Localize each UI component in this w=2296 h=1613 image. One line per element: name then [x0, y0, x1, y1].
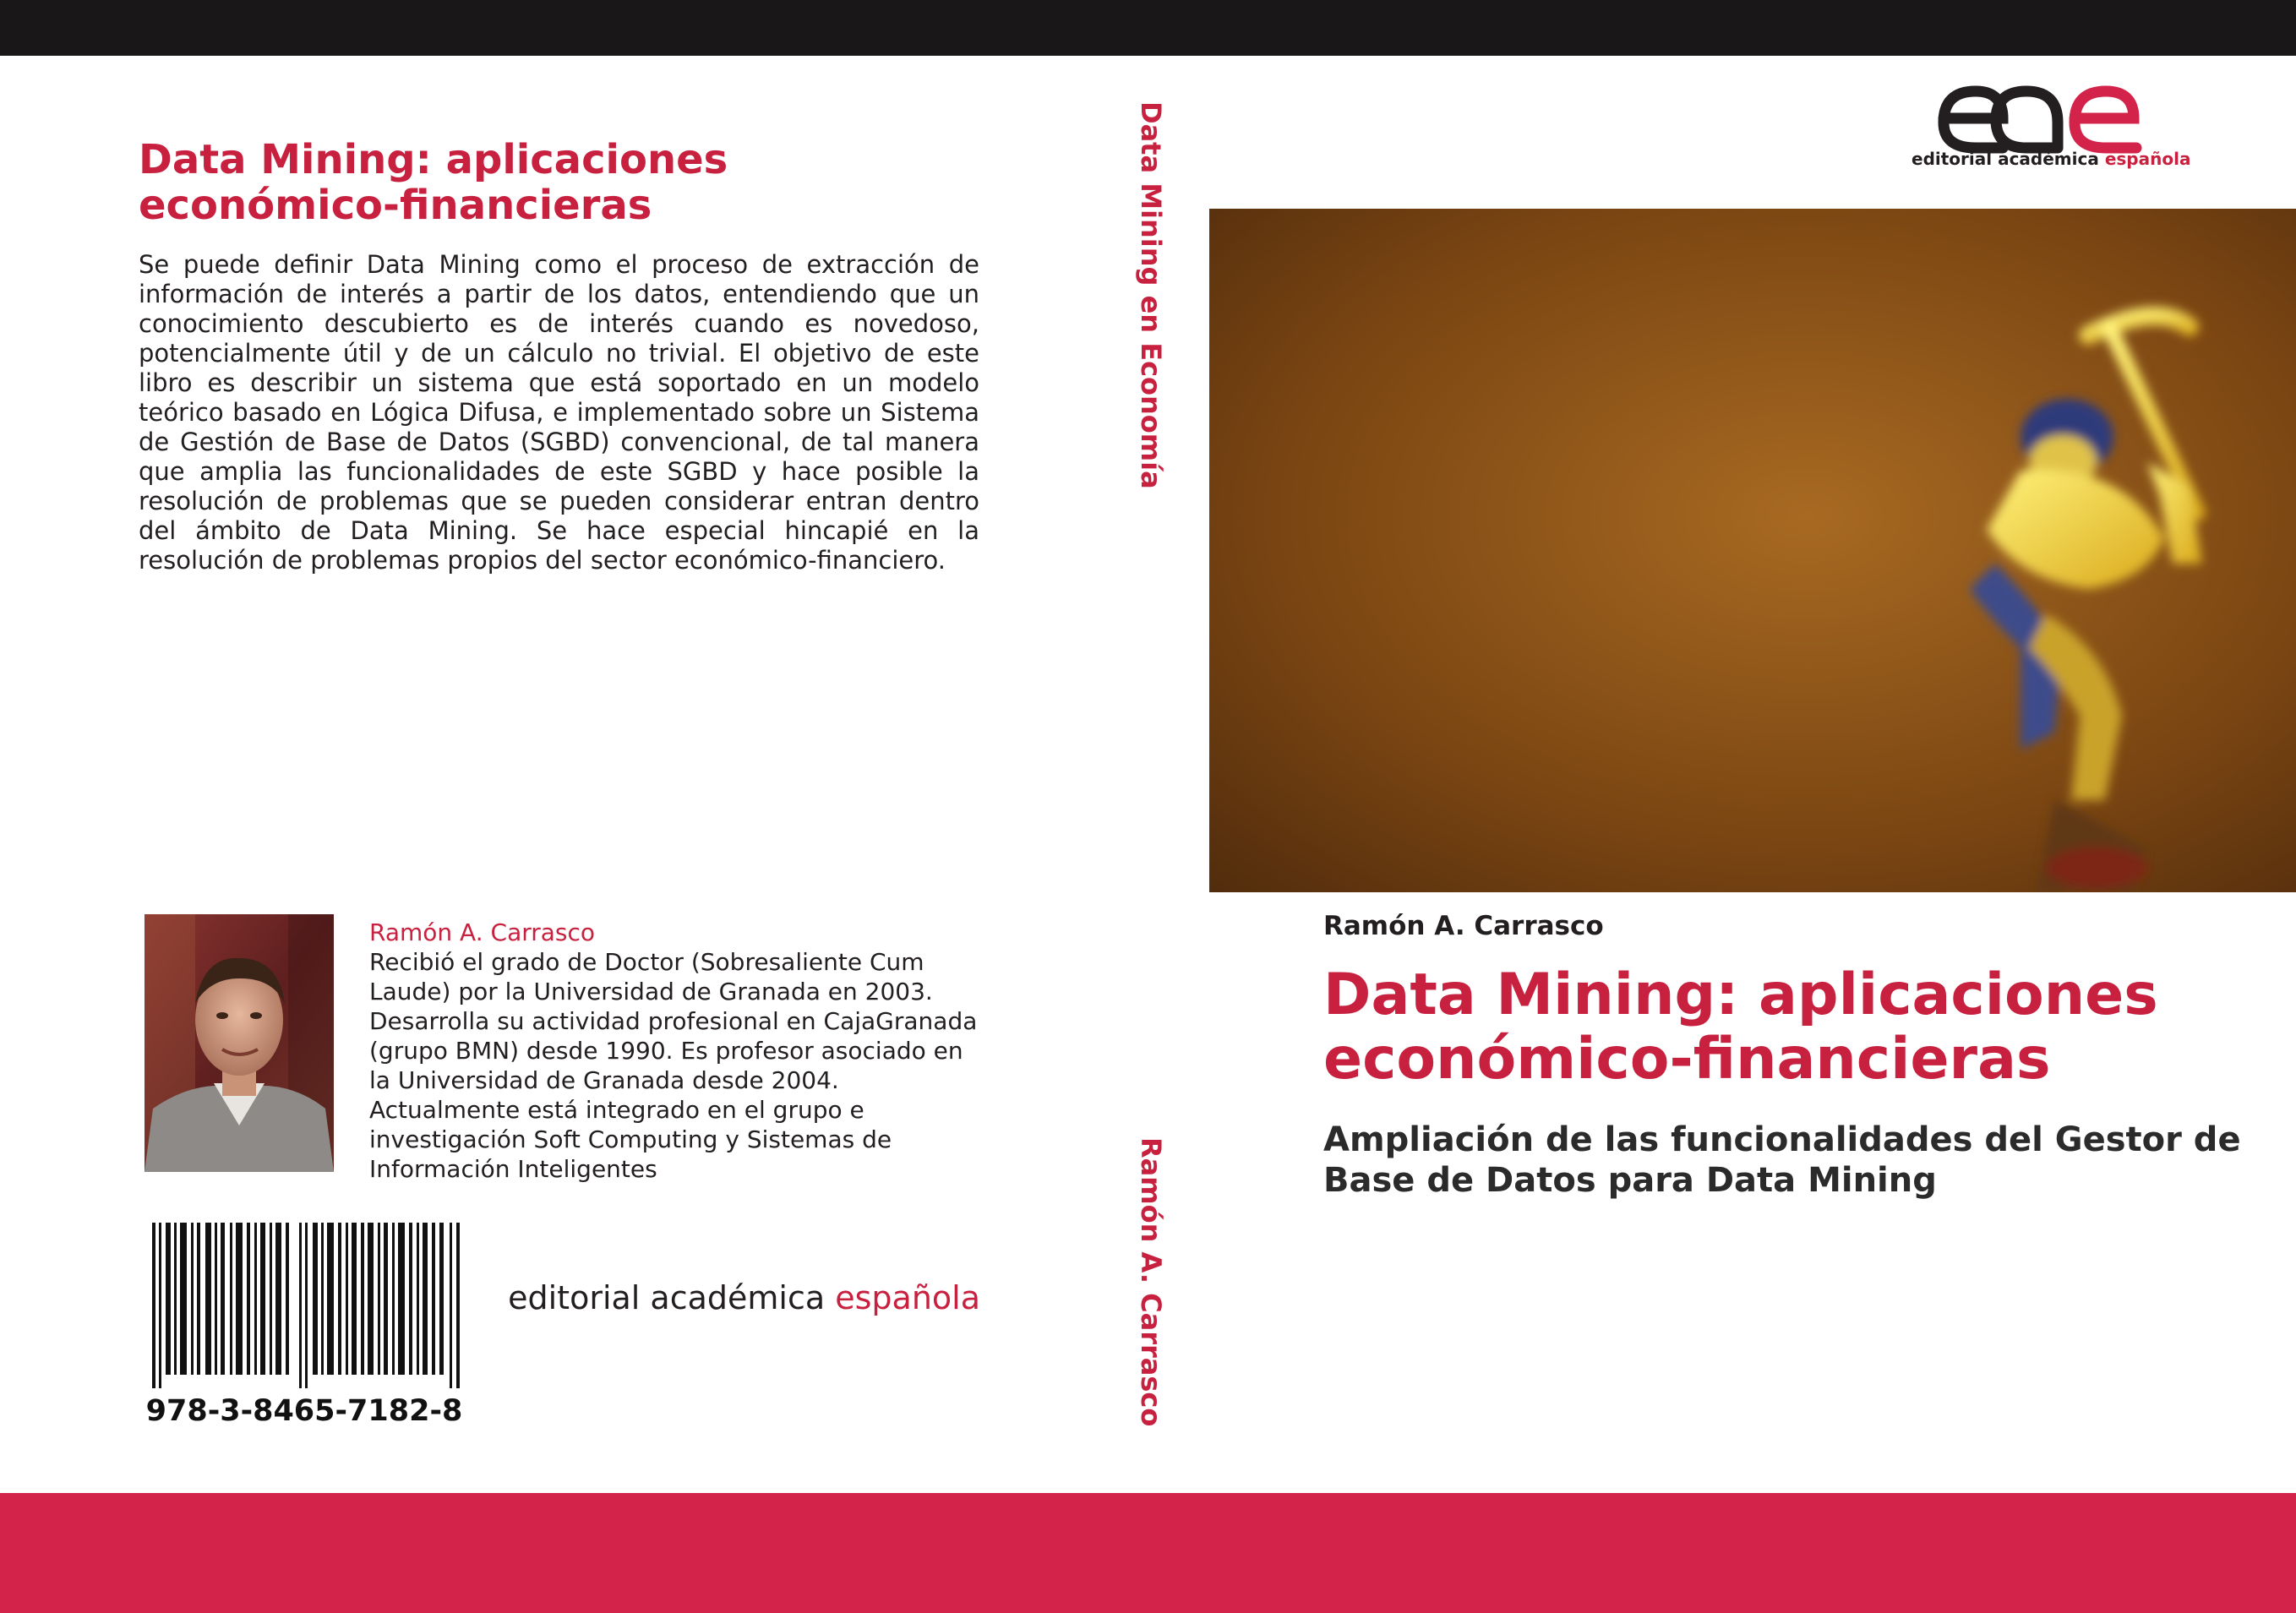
spine-author: Ramón A. Carrasco [1135, 1137, 1167, 1427]
logo-text [1912, 149, 2191, 169]
front-author: Ramón A. Carrasco [1323, 911, 1604, 941]
back-cover-description: Se puede definir Data Mining como el proceso de extracción de información de interés a partir de los datos, entendiendo que un conocimiento descubierto es de interés cuando es novedoso, potencialmente útil y de un cálculo no trivial. El objetivo de este libro es describir un sistema que está soportado en un modelo teórico basado en Lógica Difusa, e implementado sobre un Sistema de Gestión de Base de Datos (SGBD) convencional, de tal manera que amplia las funcionalidades de este SGBD y hace posible la resolución de problemas que se pueden considerar entran dentro del ámbito de Data Mining. Se hace especial hincapié en la resolución de problemas propios del sector económico-financiero. [139, 250, 979, 575]
miner-figurine-image [1209, 209, 2296, 892]
back-publisher-part2: española [835, 1279, 980, 1316]
back-publisher-part1: editorial académica [508, 1279, 826, 1316]
front-title: Data Mining: aplicaciones económico-financieras [1323, 962, 2158, 1093]
back-publisher-name [473, 1279, 980, 1316]
author-name: Ramón A. Carrasco [369, 918, 596, 946]
spine-title: Data Mining en Economía [1135, 101, 1167, 489]
isbn-barcode-icon [152, 1223, 461, 1388]
author-portrait-icon [145, 914, 334, 1172]
logo-text-part2: española [2104, 149, 2191, 169]
bottom-red-band [0, 1493, 2296, 1613]
top-dark-band [0, 0, 2296, 56]
author-photo [145, 914, 334, 1172]
author-bio: Recibió el grado de Doctor (Sobresaliente Cum Laude) por la Universidad de Granada en 2003. Desarrolla su actividad profesional en CajaGranada (grupo BMN) desde 1990. Es profesor asociado en la Universidad de Granada desde 2004. Actualmente está integrado en el grupo e investigación Soft Computing y Sistemas de Información Inteligentes [369, 948, 978, 1183]
isbn-number: 978-3-8465-7182-8 [145, 1394, 463, 1428]
front-subtitle: Ampliación de las funcionalidades del Gestor de Base de Datos para Data Mining [1323, 1120, 2241, 1200]
logo-text-part1: editorial académica [1912, 149, 2099, 169]
back-cover-title: Data Mining: aplicaciones económico-financieras [139, 136, 728, 229]
